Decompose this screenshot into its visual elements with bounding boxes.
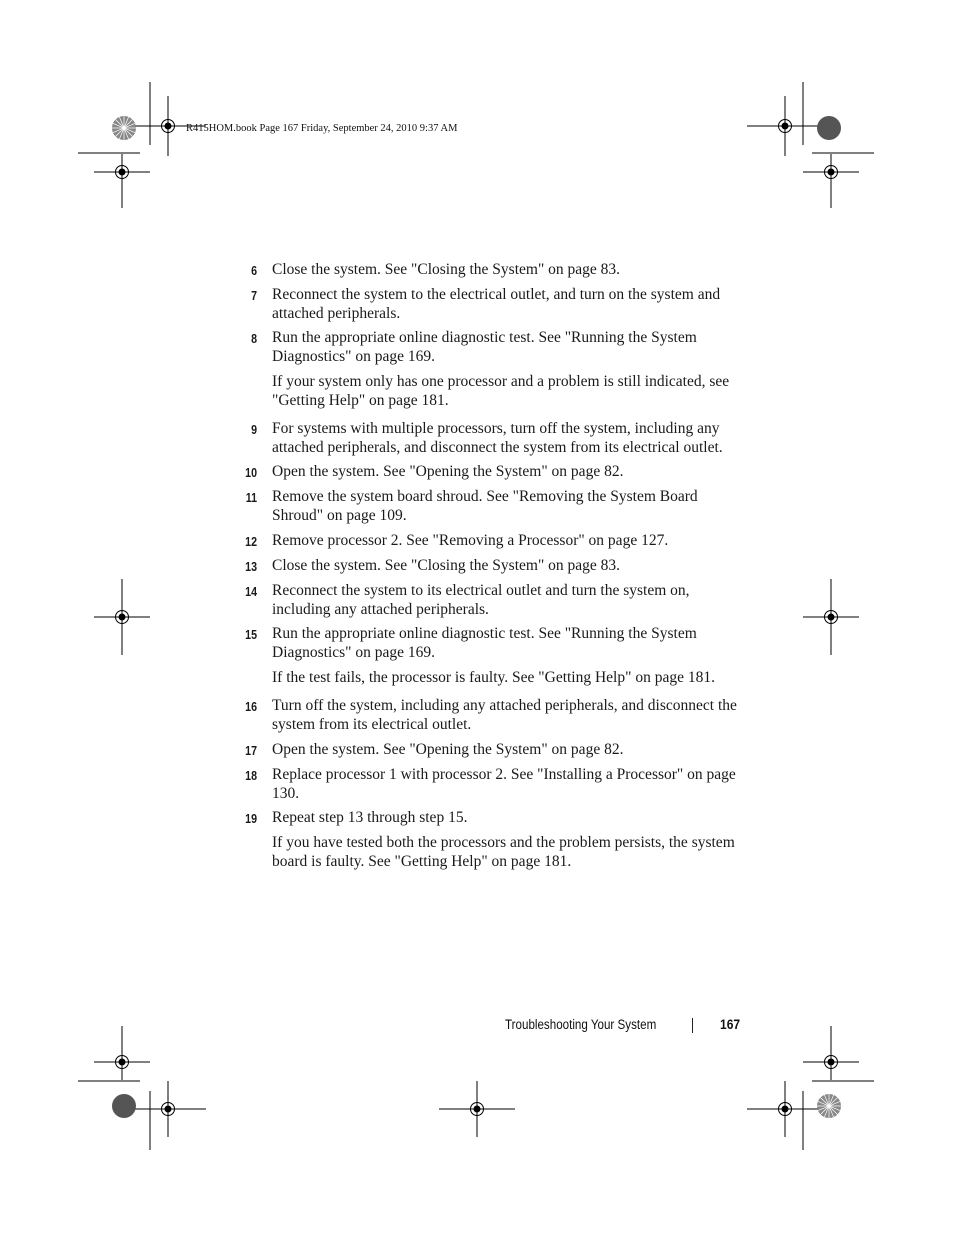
step-number: 12 xyxy=(245,534,257,549)
step-text: Replace processor 1 with processor 2. See "Installing a Processor" on page 130. xyxy=(272,766,736,802)
step-number: 19 xyxy=(245,811,257,826)
note-paragraph: If you have tested both the processors and the problem persists, the system board is faulty. See "Getting Help" on page 181. xyxy=(272,834,735,870)
page-number: 167 xyxy=(720,1016,741,1032)
step-text: Close the system. See "Closing the System" on page 83. xyxy=(272,557,621,574)
step-number: 8 xyxy=(251,331,257,346)
step-text: Run the appropriate online diagnostic test. See "Running the System Diagnostics" on page 169. xyxy=(272,625,697,661)
step-number: 13 xyxy=(245,559,257,574)
step-number: 14 xyxy=(245,584,257,599)
footer-divider xyxy=(692,1018,693,1033)
step-text: Run the appropriate online diagnostic test. See "Running the System Diagnostics" on page 169. xyxy=(272,329,697,365)
step-number: 18 xyxy=(245,768,257,783)
step-text: Reconnect the system to its electrical outlet and turn the system on, including any attached peripherals. xyxy=(272,582,690,618)
step-text: For systems with multiple processors, turn off the system, including any attached peripherals, and disconnect the system from its electrical outlet. xyxy=(272,420,723,456)
print-info-header: R415HOM.book Page 167 Friday, September 24, 2010 9:37 AM xyxy=(186,123,458,134)
step-text: Remove the system board shroud. See "Removing the System Board Shroud" on page 109. xyxy=(272,488,698,524)
step-text: Remove processor 2. See "Removing a Processor" on page 127. xyxy=(272,532,669,549)
footer-section-title: Troubleshooting Your System xyxy=(505,1017,657,1032)
step-number: 6 xyxy=(251,263,257,278)
step-number: 10 xyxy=(245,465,257,480)
step-number: 11 xyxy=(245,490,257,505)
step-text: Close the system. See "Closing the System" on page 83. xyxy=(272,261,621,278)
step-text: Open the system. See "Opening the System" on page 82. xyxy=(272,463,624,480)
step-number: 16 xyxy=(245,699,257,714)
step-number: 7 xyxy=(251,288,257,303)
step-text: Reconnect the system to the electrical outlet, and turn on the system and attached peripherals. xyxy=(272,286,721,322)
step-number: 15 xyxy=(245,627,257,642)
step-number: 9 xyxy=(251,422,257,437)
note-paragraph: If your system only has one processor and a problem is still indicated, see "Getting Help" on page 181. xyxy=(272,373,730,409)
step-text: Repeat step 13 through step 15. xyxy=(272,809,468,826)
note-paragraph: If the test fails, the processor is faulty. See "Getting Help" on page 181. xyxy=(272,669,715,686)
step-text: Open the system. See "Opening the System" on page 82. xyxy=(272,741,624,758)
step-number: 17 xyxy=(245,743,257,758)
step-text: Turn off the system, including any attached peripherals, and disconnect the system from its electrical outlet. xyxy=(272,697,737,733)
